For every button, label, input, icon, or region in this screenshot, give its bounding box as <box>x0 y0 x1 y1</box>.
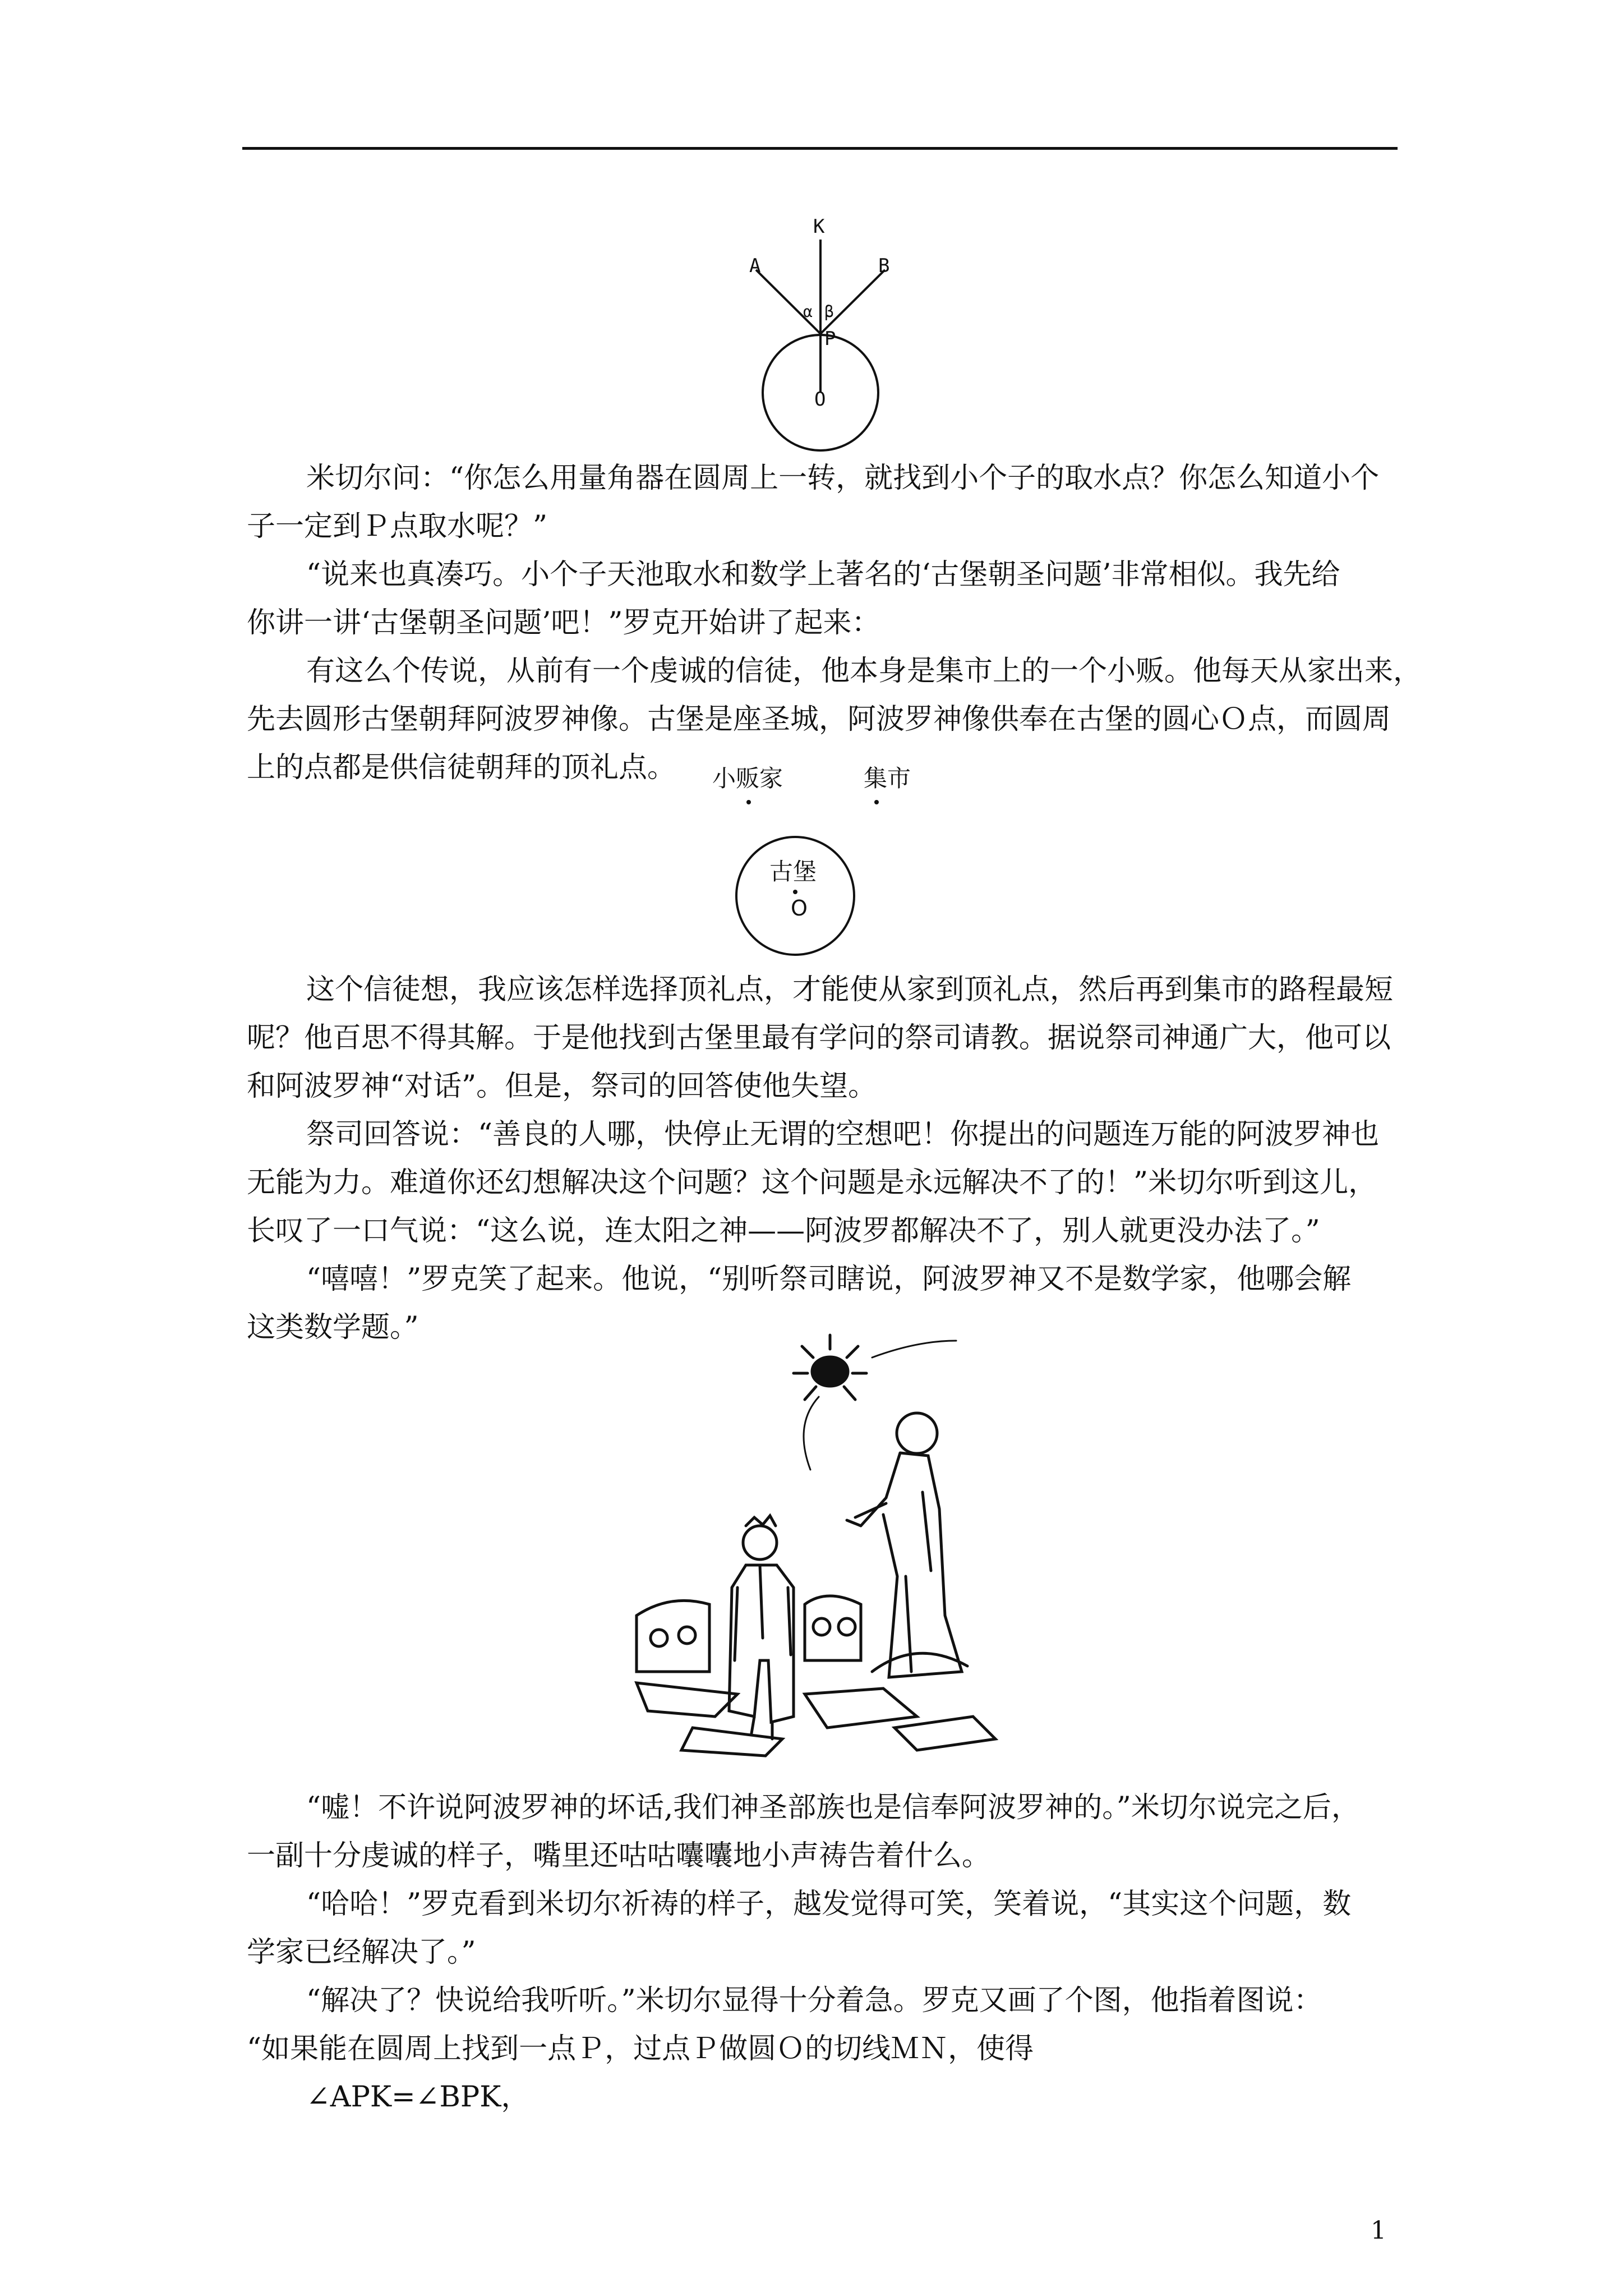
paragraph-9: “解决了？快说给我听听。”米切尔显得十分着急。罗克又画了个图，他指着图说： “如果能在圆周上找到一点Ｐ，过点Ｐ做圆Ｏ的切线ＭＮ，使得 <box>247 1984 1322 2065</box>
castle-map-figure <box>701 757 937 970</box>
paragraph-6: “嘻嘻！”罗克笑了起来。他说，“别听祭司瞎说，阿波罗神又不是数学家，他哪会解 这类数学题。” <box>247 1263 1352 1344</box>
line-ap <box>756 270 820 334</box>
label-p: P <box>824 328 836 350</box>
home-point <box>746 800 751 804</box>
tangent-circle-figure <box>740 210 909 452</box>
center-label: O <box>791 896 808 921</box>
label-o: O <box>814 388 826 411</box>
label-k: K <box>813 215 825 238</box>
label-b: B <box>878 255 890 277</box>
paragraph-2: “说来也真凑巧。小个子天池取水和数学上著名的‘古堡朝圣问题’非常相似。我先给 你讲一讲‘古堡朝圣问题’吧！”罗克开始讲了起来： <box>247 558 1340 639</box>
page-number: 1 <box>1371 2216 1386 2245</box>
paragraph-8: “哈哈！”罗克看到米切尔祈祷的样子，越发觉得可笑，笑着说，“其实这个问题，数 学家已经解决了。” <box>247 1888 1352 1969</box>
paragraph-10: ∠APK=∠BPK， <box>306 2081 530 2114</box>
header-rule <box>242 147 1398 150</box>
label-alpha: α <box>803 302 813 321</box>
market-label: 集市 <box>864 765 911 792</box>
paragraph-3: 有这么个传说，从前有一个虔诚的信徒，他本身是集市上的一个小贩。他每天从家出来， 先去圆形古堡朝拜阿波罗神像。古堡是座圣城，阿波罗神像供奉在古堡的圆心Ｏ点，而圆周 上的点都是供信徒朝拜的顶礼点。 <box>247 655 1422 784</box>
label-beta: β <box>824 302 834 321</box>
priest-head <box>897 1413 937 1453</box>
paragraph-7: “嘘！不许说阿波罗神的坏话,我们神圣部族也是信奉阿波罗神的。”米切尔说完之后， 一副十分虔诚的样子，嘴里还咕咕囔囔地小声祷告着什么。 <box>247 1791 1360 1872</box>
paragraph-5: 祭司回答说：“善良的人哪，快停止无谓的空想吧！你提出的问题连万能的阿波罗神也 无能为力。难道你还幻想解决这个问题？这个问题是永远解决不了的！”米切尔听到这儿， 长叹了一口气说：“这么说，连太阳之神——阿波罗都解决不了，别人就更没办法了。” <box>247 1118 1380 1248</box>
sun <box>812 1357 848 1386</box>
castle-label: 古堡 <box>769 858 817 885</box>
boy-head <box>743 1526 777 1559</box>
line-bp <box>820 270 885 334</box>
label-a: A <box>749 255 761 277</box>
home-label: 小贩家 <box>712 765 783 792</box>
center-point <box>793 890 797 894</box>
priest-and-boy-illustration <box>625 1324 1007 1759</box>
paragraph-1: 米切尔问：“你怎么用量角器在圆周上一转，就找到小个子的取水点？你怎么知道小个 子一定到Ｐ点取水呢？” <box>247 462 1380 543</box>
paragraph-4: 这个信徒想，我应该怎样选择顶礼点，才能使从家到顶礼点，然后再到集市的路程最短 呢？他百思不得其解。于是他找到古堡里最有学问的祭司请教。据说祭司神通广大，他可以 和阿波罗神“对话”。但是，祭司的回答使他失望。 <box>247 973 1394 1103</box>
market-point <box>874 800 879 804</box>
